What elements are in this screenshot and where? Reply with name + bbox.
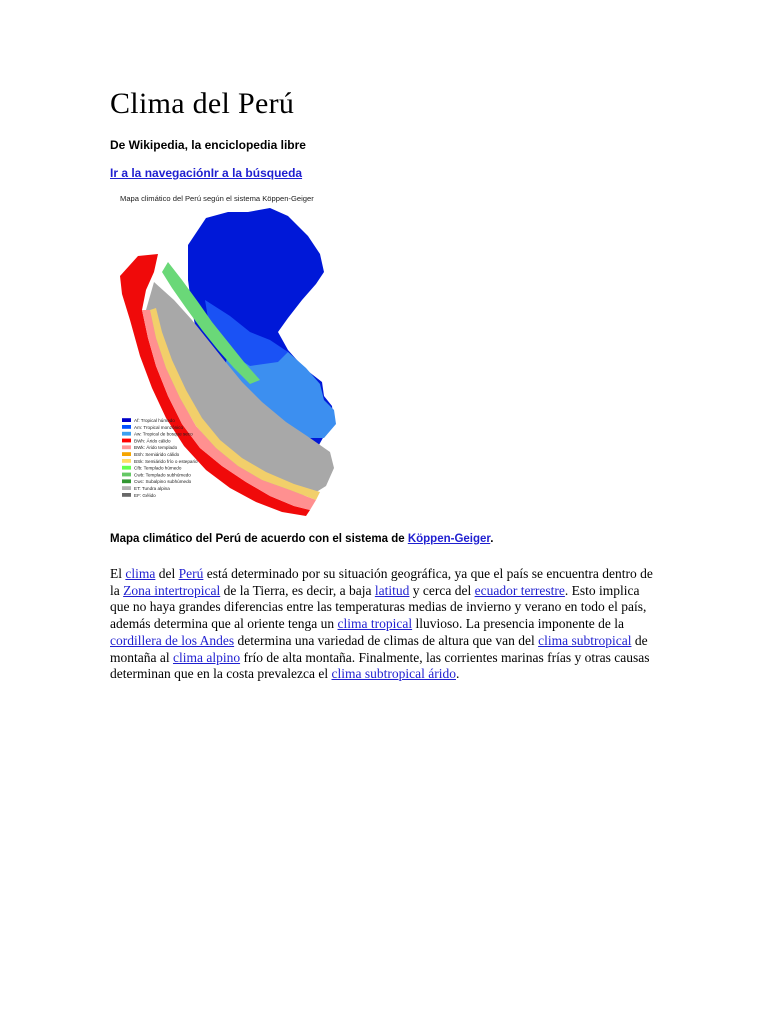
legend-label: BSh: Semiárido cálido (134, 452, 180, 457)
legend-swatch (122, 493, 131, 497)
legend-label: EF: Gélido (134, 492, 156, 498)
legend-label: Af: Tropical húmedo (134, 418, 175, 423)
legend-label: Cwb: Templado subhúmedo (134, 472, 191, 478)
map-title: Mapa climático del Perú según el sistema Köppen-Geiger (120, 194, 314, 203)
legend-swatch (122, 452, 131, 456)
legend-swatch (122, 439, 131, 443)
legend-label: ET: Tundra alpina (134, 486, 170, 491)
legend-label: BWh: Árido cálido (134, 438, 171, 444)
clima-subtropical-link[interactable]: clima subtropical (538, 632, 632, 648)
clima-tropical-link[interactable]: clima tropical (337, 616, 413, 632)
search-link[interactable]: Ir a la búsqueda (210, 166, 303, 180)
nav-link[interactable]: Ir a la navegación (110, 166, 211, 180)
page-subtitle: De Wikipedia, la enciclopedia libre (110, 138, 306, 152)
legend-swatch (122, 479, 131, 483)
legend-swatch (122, 425, 131, 429)
latitud-link[interactable]: latitud (374, 582, 410, 598)
legend-label: Cfb: Templado húmedo (134, 465, 182, 471)
legend-swatch (122, 473, 131, 477)
ecuador-terrestre-link[interactable]: ecuador terrestre (474, 582, 565, 598)
legend-swatch (122, 445, 131, 449)
climate-map (110, 190, 350, 518)
legend-swatch (122, 418, 131, 422)
legend-label: Am: Tropical monzónico (134, 424, 184, 430)
legend-swatch (122, 486, 131, 490)
legend-label: Aw: Tropical de bosque seco (134, 431, 193, 437)
legend-swatch (122, 459, 131, 463)
koppen-geiger-link[interactable]: Köppen-Geiger (407, 533, 491, 545)
page-title: Clima del Perú (110, 87, 295, 120)
cordillera-andes-link[interactable]: cordillera de los Andes (110, 632, 235, 648)
legend-swatch (122, 432, 131, 436)
peru-link[interactable]: Perú (178, 566, 204, 581)
clima-subtropical-arido-link[interactable]: clima subtropical árido (331, 666, 456, 682)
legend-label: Cwc: Subalpino subhúmedo (134, 479, 192, 485)
clima-link[interactable]: clima (125, 566, 156, 581)
legend-label: BWk: Árido templado (134, 445, 178, 451)
clima-alpino-link[interactable]: clima alpino (172, 649, 241, 665)
legend-swatch (122, 466, 131, 470)
zona-intertropical-link[interactable]: Zona intertropical (123, 582, 221, 598)
legend-label: BSk: Semiárido frío o estepario (134, 458, 198, 464)
skip-links (110, 165, 302, 181)
intro-paragraph: El clima del Perú está determinado por su situación geográfica, ya que el país se encuentra dentro de la Zona intertropical de la Tierra, es decir, a baja latitud y cerca del ecuador terrestre. Esto implica que no haya grandes diferencias entre las temperaturas medias de invierno y verano en todo el país, además determina que al oriente tenga un clima tropical lluvioso. La presencia imponente de la cordillera de los Andes determina una variedad de climas de altura que van del clima subtropical de montaña al clima alpino frío de alta montaña. Finalmente, las corrientes marinas frías y otras causas determinan que en la costa prevalezca el clima subtropical árido. (110, 566, 653, 682)
map-caption: Mapa climático del Perú de acuerdo con el sistema de Köppen-Geiger. (110, 533, 494, 545)
